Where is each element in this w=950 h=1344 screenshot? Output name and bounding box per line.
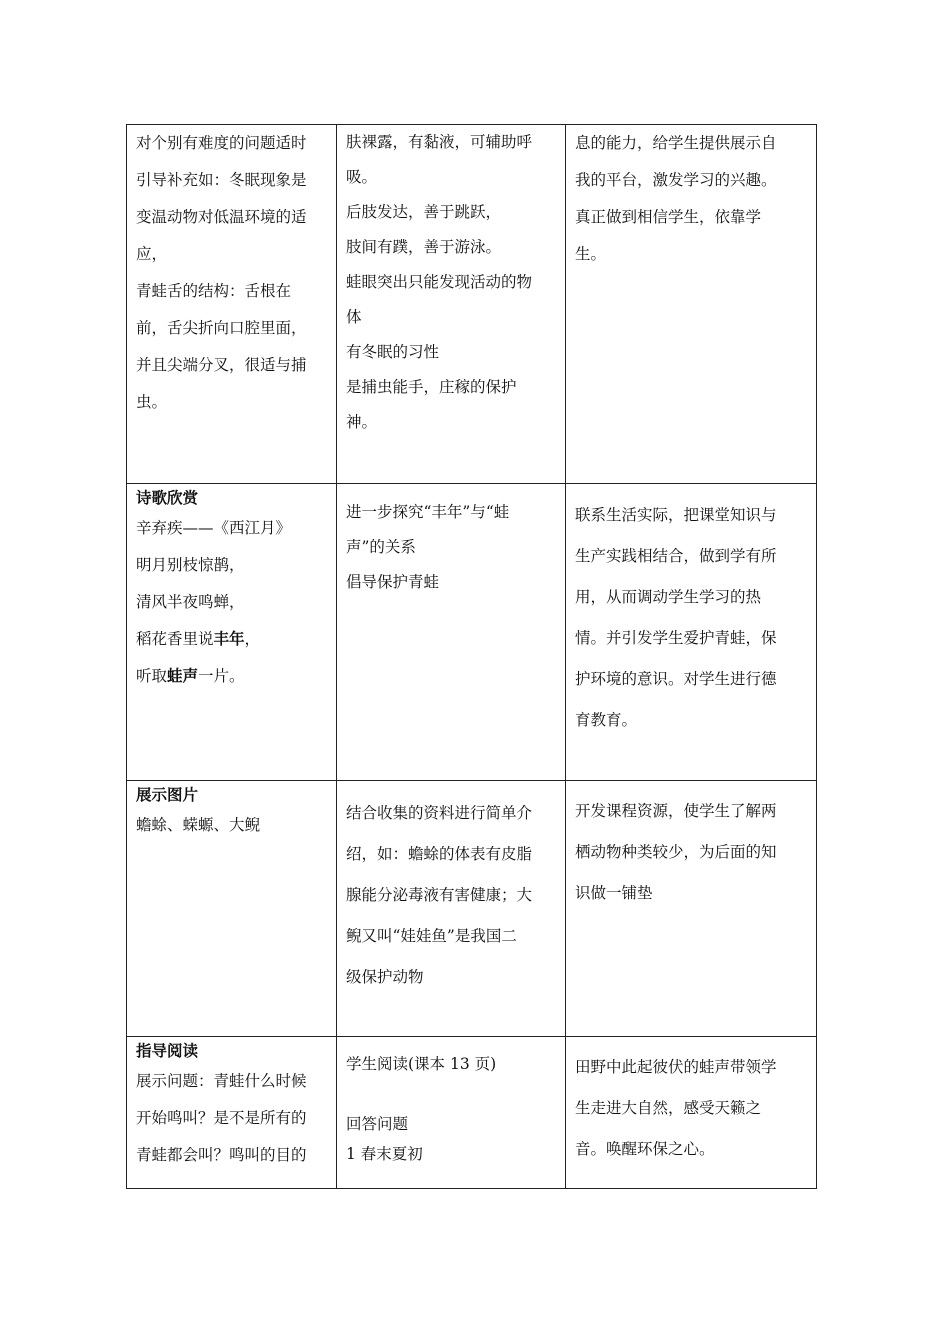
text-line: 结合收集的资料进行简单介 bbox=[346, 804, 533, 822]
text-line: 应， bbox=[136, 245, 168, 263]
text-line: 前，舌尖折向口腔里面， bbox=[136, 319, 307, 337]
text-line: 学生阅读(课本 13 页) bbox=[346, 1055, 497, 1073]
table-row bbox=[127, 125, 817, 484]
teacher-activity-cell bbox=[127, 125, 337, 484]
keyword-bold: 丰年 bbox=[213, 629, 245, 648]
design-intent-cell bbox=[566, 484, 817, 781]
text-line: 肢间有蹼，善于游泳。 bbox=[346, 238, 502, 256]
text-line: 用，从而调动学生学习的热 bbox=[575, 588, 762, 606]
text-line: 肤裸露，有黏液，可辅助呼 bbox=[346, 133, 533, 151]
section-heading: 指导阅读 bbox=[136, 1041, 199, 1060]
text-line: 倡导保护青蛙 bbox=[346, 573, 440, 591]
spacer bbox=[346, 1079, 557, 1109]
text-line: 情。并引发学生爱护青蛙，保 bbox=[575, 629, 777, 647]
text-line: 虫。 bbox=[136, 393, 168, 411]
text-line: 栖动物种类较少，为后面的知 bbox=[575, 843, 777, 861]
table-row bbox=[127, 1037, 817, 1189]
text-line: 辛弃疾——《西江月》 bbox=[136, 519, 292, 537]
text-line: 回答问题 bbox=[346, 1115, 409, 1133]
text-line: 声”的关系 bbox=[346, 538, 416, 556]
text-line: 引导补充如：冬眠现象是 bbox=[136, 171, 307, 189]
text-line bbox=[136, 662, 328, 690]
text-line: 明月别枝惊鹊， bbox=[136, 556, 245, 574]
text-line bbox=[136, 625, 328, 653]
student-activity-cell bbox=[337, 484, 566, 781]
teacher-activity-cell bbox=[127, 484, 337, 781]
student-activity-cell bbox=[337, 781, 566, 1037]
text-line: 蟾蜍、蝾螈、大鲵 bbox=[136, 816, 261, 834]
text-line: 吸。 bbox=[346, 168, 378, 186]
text-line: 1 春末夏初 bbox=[346, 1145, 423, 1163]
student-activity-cell bbox=[337, 125, 566, 484]
text-line: 级保护动物 bbox=[346, 968, 424, 986]
text-line: 神。 bbox=[346, 413, 378, 431]
text-line: 后肢发达，善于跳跃， bbox=[346, 203, 502, 221]
text-line: 体 bbox=[346, 308, 362, 326]
text-line: 绍，如：蟾蜍的体表有皮脂 bbox=[346, 845, 533, 863]
text-line: 生走进大自然，感受天籁之 bbox=[575, 1099, 762, 1117]
text-line: 展示问题：青蛙什么时候 bbox=[136, 1072, 307, 1090]
section-heading: 展示图片 bbox=[136, 785, 199, 804]
text-line: 是捕虫能手，庄稼的保护 bbox=[346, 378, 517, 396]
design-intent-cell bbox=[566, 781, 817, 1037]
design-intent-cell bbox=[566, 125, 817, 484]
text-line: 变温动物对低温环境的适 bbox=[136, 208, 307, 226]
text-line: 开发课程资源，使学生了解两 bbox=[575, 802, 777, 820]
text-plain: ， bbox=[244, 630, 261, 648]
text-line: 生产实践相结合，做到学有所 bbox=[575, 547, 777, 565]
design-intent-cell bbox=[566, 1037, 817, 1189]
text-line: 田野中此起彼伏的蛙声带领学 bbox=[575, 1058, 777, 1076]
text-line: 青蛙都会叫？鸣叫的目的 bbox=[136, 1146, 307, 1164]
text-line: 生。 bbox=[575, 245, 607, 263]
text-line: 真正做到相信学生，依靠学 bbox=[575, 208, 762, 226]
text-line: 青蛙舌的结构：舌根在 bbox=[136, 282, 292, 300]
text-line: 有冬眠的习性 bbox=[346, 343, 440, 361]
text-line: 护环境的意识。对学生进行德 bbox=[575, 670, 777, 688]
text-line: 育教育。 bbox=[575, 711, 638, 729]
text-line: 蛙眼突出只能发现活动的物 bbox=[346, 273, 533, 291]
teacher-activity-cell bbox=[127, 1037, 337, 1189]
text-plain: 一片。 bbox=[198, 667, 245, 685]
table-row bbox=[127, 484, 817, 781]
teacher-activity-cell bbox=[127, 781, 337, 1037]
table-row bbox=[127, 781, 817, 1037]
text-line: 识做一铺垫 bbox=[575, 884, 653, 902]
section-heading: 诗歌欣赏 bbox=[136, 488, 199, 507]
text-line: 并且尖端分叉，很适与捕 bbox=[136, 356, 307, 374]
text-line: 音。唤醒环保之心。 bbox=[575, 1140, 715, 1158]
text-plain: 听取 bbox=[136, 667, 168, 685]
text-line: 鲵又叫“娃娃鱼”是我国二 bbox=[346, 927, 517, 945]
text-line: 开始鸣叫？是不是所有的 bbox=[136, 1109, 307, 1127]
student-activity-cell bbox=[337, 1037, 566, 1189]
text-line: 对个别有难度的问题适时 bbox=[136, 134, 307, 152]
text-line: 我的平台，激发学习的兴趣。 bbox=[575, 171, 777, 189]
text-line: 腺能分泌毒液有害健康；大 bbox=[346, 886, 533, 904]
keyword-bold: 蛙声 bbox=[167, 666, 199, 685]
text-line: 息的能力，给学生提供展示自 bbox=[575, 134, 777, 152]
lesson-plan-table bbox=[126, 124, 817, 1189]
text-plain: 稻花香里说 bbox=[136, 630, 214, 648]
text-line: 清风半夜鸣蝉， bbox=[136, 593, 245, 611]
text-line: 联系生活实际，把课堂知识与 bbox=[575, 506, 777, 524]
text-line: 进一步探究“丰年”与“蛙 bbox=[346, 503, 510, 521]
